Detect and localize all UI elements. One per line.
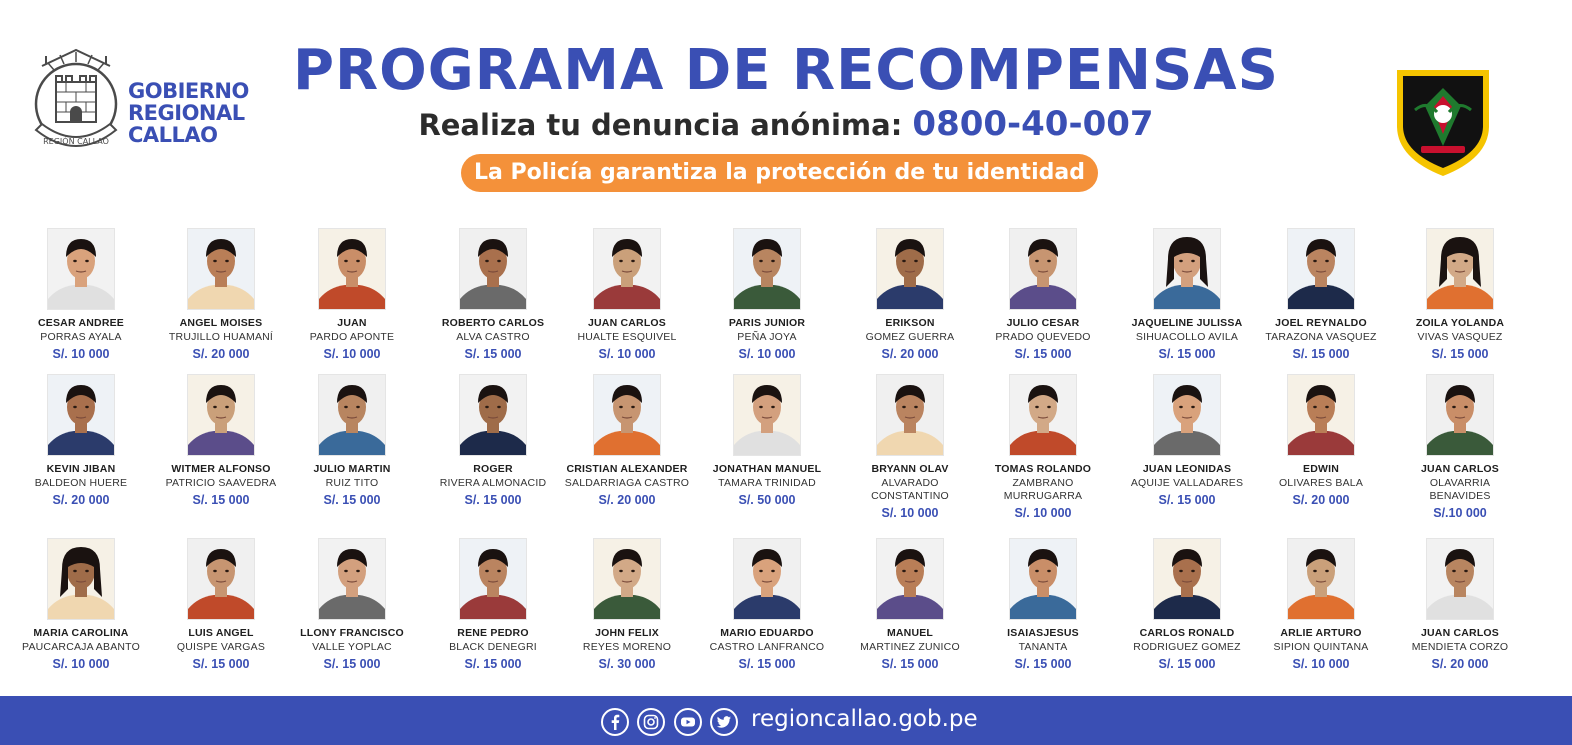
reward-amount: S/. 15 000: [1014, 657, 1072, 671]
person-last-name: TARAZONA VASQUEZ: [1265, 331, 1377, 343]
person-card: [277, 538, 427, 671]
person-last-name: VIVAS VASQUEZ: [1417, 331, 1503, 343]
instagram-icon[interactable]: [637, 708, 665, 736]
reward-amount: S/. 20 000: [598, 493, 656, 507]
person-photo: [1009, 538, 1077, 620]
hotline-phone[interactable]: 0800-40-007: [912, 104, 1154, 144]
person-first-name: ARLIE ARTURO: [1280, 627, 1362, 639]
person-card: [835, 374, 985, 520]
person-photo: [187, 374, 255, 456]
person-photo: [593, 228, 661, 310]
identity-protection-banner: La Policía garantiza la protección de tu identidad: [461, 154, 1098, 192]
person-card: [1385, 228, 1535, 361]
person-last-name: HUALTE ESQUIVEL: [577, 331, 677, 343]
reward-amount: S/. 15 000: [464, 493, 522, 507]
twitter-icon[interactable]: [710, 708, 738, 736]
person-card: [277, 374, 427, 507]
person-first-name: ROGER: [473, 463, 513, 475]
person-photo: [876, 374, 944, 456]
reward-amount: S/. 15 000: [192, 657, 250, 671]
person-last-name: OLIVARES BALA: [1278, 477, 1364, 489]
person-last-name: AQUIJE VALLADARES: [1130, 477, 1244, 489]
person-photo: [459, 374, 527, 456]
person-card: [692, 538, 842, 671]
reward-amount: S/. 15 000: [1158, 657, 1216, 671]
person-last-name: OLAVARRIA BENAVIDES: [1429, 477, 1491, 502]
person-photo: [733, 228, 801, 310]
reward-amount: S/. 15 000: [738, 657, 796, 671]
person-photo: [1153, 538, 1221, 620]
person-last-name: QUISPE VARGAS: [176, 641, 266, 653]
person-photo: [459, 228, 527, 310]
person-first-name: TOMAS ROLANDO: [994, 463, 1092, 475]
person-photo: [187, 228, 255, 310]
reward-amount: S/. 10 000: [52, 347, 110, 361]
reward-amount: S/. 15 000: [881, 657, 939, 671]
person-last-name: TAMARA TRINIDAD: [718, 477, 816, 489]
person-photo: [876, 228, 944, 310]
youtube-icon[interactable]: [674, 708, 702, 736]
website-link[interactable]: regioncallao.gob.pe: [751, 706, 978, 732]
person-card: [552, 374, 702, 507]
reward-amount: S/. 20 000: [881, 347, 939, 361]
person-first-name: JAQUELINE JULISSA: [1131, 317, 1243, 329]
person-first-name: LLONY FRANCISCO: [300, 627, 404, 639]
person-last-name: PAUCARCAJA ABANTO: [22, 641, 140, 653]
reward-amount: S/. 15 000: [1014, 347, 1072, 361]
person-photo: [1153, 228, 1221, 310]
person-photo: [318, 374, 386, 456]
person-first-name: JOHN FELIX: [595, 627, 659, 639]
person-photo: [1287, 228, 1355, 310]
person-first-name: MARIA CAROLINA: [33, 627, 129, 639]
person-photo: [318, 228, 386, 310]
person-card: [552, 538, 702, 671]
person-last-name: SALDARRIAGA CASTRO: [564, 477, 690, 489]
person-last-name: RUIZ TITO: [325, 477, 379, 489]
person-last-name: BLACK DENEGRI: [449, 641, 537, 653]
person-card: [146, 538, 296, 671]
person-first-name: LUIS ANGEL: [188, 627, 254, 639]
person-first-name: ISAIASJESUS: [1007, 627, 1079, 639]
person-photo: [733, 374, 801, 456]
person-card: [6, 228, 156, 361]
person-first-name: CRISTIAN ALEXANDER: [566, 463, 688, 475]
person-photo: [733, 538, 801, 620]
person-card: [968, 228, 1118, 361]
person-card: [1112, 228, 1262, 361]
person-photo: [1009, 374, 1077, 456]
logo-line-2: REGIONAL: [128, 101, 245, 125]
reward-amount: S/. 10 000: [52, 657, 110, 671]
person-card: [1385, 538, 1535, 671]
person-first-name: JUAN CARLOS: [1420, 627, 1500, 639]
person-card: [146, 228, 296, 361]
person-card: [835, 538, 985, 671]
person-photo: [47, 374, 115, 456]
person-first-name: JUAN LEONIDAS: [1142, 463, 1232, 475]
person-last-name: REYES MORENO: [582, 641, 672, 653]
reward-amount: S/. 30 000: [598, 657, 656, 671]
person-first-name: MANUEL: [886, 627, 934, 639]
reward-amount: S/. 15 000: [323, 657, 381, 671]
person-first-name: KEVIN JIBAN: [46, 463, 116, 475]
person-card: [418, 538, 568, 671]
person-card: [146, 374, 296, 507]
person-photo: [593, 374, 661, 456]
reward-amount: S/. 15 000: [1292, 347, 1350, 361]
logo-line-1: GOBIERNO: [128, 79, 249, 103]
person-card: [968, 374, 1118, 520]
person-card: [1385, 374, 1535, 520]
person-first-name: RENE PEDRO: [457, 627, 529, 639]
reward-amount: S/. 15 000: [464, 347, 522, 361]
person-photo: [876, 538, 944, 620]
person-last-name: MENDIETA CORZO: [1411, 641, 1509, 653]
person-photo: [187, 538, 255, 620]
person-first-name: ERIKSON: [885, 317, 935, 329]
person-card: [692, 228, 842, 361]
reward-amount: S/. 10 000: [598, 347, 656, 361]
person-last-name: RODRIGUEZ GOMEZ: [1133, 641, 1241, 653]
svg-text:REGIÓN CALLAO: REGIÓN CALLAO: [43, 137, 109, 146]
reward-amount: S/. 10 000: [1014, 506, 1072, 520]
person-first-name: ANGEL MOISES: [179, 317, 263, 329]
person-card: [6, 538, 156, 671]
person-first-name: JULIO MARTIN: [313, 463, 391, 475]
person-last-name: PORRAS AYALA: [40, 331, 122, 343]
logo-line-3: CALLAO: [128, 123, 218, 147]
person-first-name: BRYANN OLAV: [871, 463, 949, 475]
person-card: [1246, 538, 1396, 671]
person-card: [6, 374, 156, 507]
person-first-name: MARIO EDUARDO: [720, 627, 814, 639]
person-card: [1112, 374, 1262, 507]
person-photo: [1009, 228, 1077, 310]
reward-amount: S/. 15 000: [1431, 347, 1489, 361]
person-first-name: JOEL REYNALDO: [1275, 317, 1367, 329]
person-last-name: PRADO QUEVEDO: [995, 331, 1091, 343]
footer: [0, 696, 1572, 745]
person-photo: [47, 538, 115, 620]
person-card: [692, 374, 842, 507]
person-card: [835, 228, 985, 361]
reward-amount: S/. 15 000: [323, 493, 381, 507]
person-last-name: RIVERA ALMONACID: [439, 477, 547, 489]
reward-amount: S/. 10 000: [1292, 657, 1350, 671]
person-card: [418, 228, 568, 361]
person-first-name: JONATHAN MANUEL: [712, 463, 822, 475]
facebook-icon[interactable]: [601, 708, 629, 736]
reward-amount: S/. 20 000: [52, 493, 110, 507]
person-first-name: ZOILA YOLANDA: [1415, 317, 1505, 329]
person-last-name: CASTRO LANFRANCO: [709, 641, 825, 653]
person-photo: [1426, 374, 1494, 456]
person-first-name: JULIO CESAR: [1006, 317, 1080, 329]
person-first-name: JUAN CARLOS: [1420, 463, 1500, 475]
reward-amount: S/. 10 000: [323, 347, 381, 361]
person-card: [1246, 374, 1396, 507]
person-photo: [1287, 374, 1355, 456]
person-last-name: VALLE YOPLAC: [312, 641, 392, 653]
reward-amount: S/. 20 000: [192, 347, 250, 361]
person-last-name: ZAMBRANO MURRUGARRA: [1003, 477, 1083, 502]
reward-amount: S/. 10 000: [738, 347, 796, 361]
person-photo: [593, 538, 661, 620]
person-card: [552, 228, 702, 361]
reward-amount: S/. 15 000: [1158, 493, 1216, 507]
person-last-name: PATRICIO SAAVEDRA: [165, 477, 277, 489]
person-card: [418, 374, 568, 507]
reward-amount: S/. 10 000: [881, 506, 939, 520]
person-first-name: CARLOS RONALD: [1139, 627, 1235, 639]
person-photo: [1426, 538, 1494, 620]
person-photo: [1287, 538, 1355, 620]
person-last-name: SIHUACOLLO AVILA: [1135, 331, 1239, 343]
person-photo: [47, 228, 115, 310]
person-card: [1112, 538, 1262, 671]
page-title: PROGRAMA DE RECOMPENSAS: [293, 38, 1279, 103]
person-last-name: ALVA CASTRO: [456, 331, 530, 343]
person-first-name: PARIS JUNIOR: [728, 317, 806, 329]
reward-amount: S/. 15 000: [464, 657, 522, 671]
person-first-name: WITMER ALFONSO: [171, 463, 271, 475]
person-first-name: JUAN CARLOS: [587, 317, 667, 329]
reward-amount: S/. 20 000: [1431, 657, 1489, 671]
person-last-name: TANANTA: [1018, 641, 1068, 653]
reward-amount: S/.10 000: [1433, 506, 1487, 520]
person-last-name: PARDO APONTE: [309, 331, 395, 343]
person-last-name: SIPION QUINTANA: [1273, 641, 1369, 653]
reward-amount: S/. 15 000: [1158, 347, 1216, 361]
person-first-name: EDWIN: [1303, 463, 1339, 475]
person-card: [277, 228, 427, 361]
person-first-name: ROBERTO CARLOS: [441, 317, 545, 329]
person-photo: [1153, 374, 1221, 456]
reward-amount: S/. 50 000: [738, 493, 796, 507]
person-last-name: PEÑA JOYA: [737, 331, 797, 343]
person-last-name: GOMEZ GUERRA: [865, 331, 955, 343]
person-card: [1246, 228, 1396, 361]
person-last-name: ALVARADO CONSTANTINO: [871, 477, 949, 502]
person-first-name: CESAR ANDREE: [37, 317, 125, 329]
person-first-name: JUAN: [337, 317, 367, 329]
person-card: [968, 538, 1118, 671]
person-last-name: TRUJILLO HUAMANÍ: [168, 331, 274, 343]
person-photo: [459, 538, 527, 620]
person-photo: [1426, 228, 1494, 310]
person-photo: [318, 538, 386, 620]
reward-amount: S/. 20 000: [1292, 493, 1350, 507]
subtitle-text: Realiza tu denuncia anónima:: [418, 108, 913, 142]
person-last-name: BALDEON HUERE: [34, 477, 128, 489]
person-last-name: MARTINEZ ZUNICO: [860, 641, 960, 653]
reward-amount: S/. 15 000: [192, 493, 250, 507]
